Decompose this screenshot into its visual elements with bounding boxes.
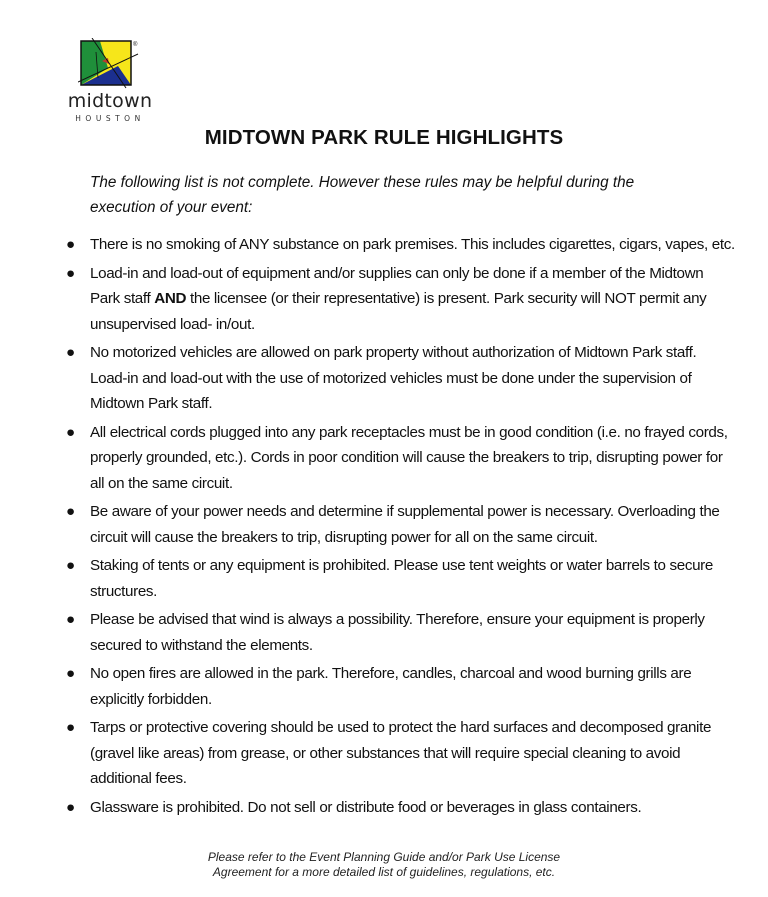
bullet-icon: ● [66,236,75,253]
rule-text: Load-in and load-out of equipment and/or supplies can only be done if a member of the Midtown Park staff [90,264,704,307]
rule-text: There is no smoking of ANY substance on park premises. This includes cigarettes, cigars, vapes, etc. [90,236,735,253]
footer-line-1: Please refer to the Event Planning Guide and/or Park Use License [207,850,561,864]
bullet-icon: ● [66,503,75,520]
rule-item [66,261,736,338]
rule-emphasis: AND [154,290,187,307]
rule-item [66,499,736,550]
logo-subtext: HOUSTON [75,114,145,123]
rule-text: Tarps or protective covering should be used to protect the hard surfaces and decomposed granite (gravel like areas) from grease, or other substances that will require special cleaning to avoid additional fees. [90,719,712,787]
rules-list [66,232,736,823]
logo-mark-icon [78,38,140,90]
rule-text: No open fires are allowed in the park. Therefore, candles, charcoal and wood burning grills are explicitly forbidden. [90,665,692,708]
bullet-icon: ● [66,557,75,574]
rule-item [66,795,736,821]
registered-mark: ® [133,42,138,48]
logo-wordmark: midtown [67,90,153,112]
footer-note [0,850,768,880]
rule-text: Staking of tents or any equipment is prohibited. Please use tent weights or water barrels to secure structures. [90,557,713,600]
rule-text: the licensee (or their representative) is present. Park security will NOT permit any unsupervised load- in/out. [90,290,707,333]
rule-item [66,715,736,792]
intro-paragraph: The following list is not complete. However these rules may be helpful during the execution of your event: [90,174,635,216]
rule-item [66,661,736,712]
bullet-icon: ● [66,344,75,361]
bullet-icon: ● [66,264,75,282]
rule-text: No motorized vehicles are allowed on park property without authorization of Midtown Park staff. Load-in and load-out with the use of motorized vehicles must be done under the supervision of Midtown Park staff. [90,344,697,412]
bullet-icon: ● [66,665,75,682]
bullet-icon: ● [66,719,75,736]
rule-item [66,340,736,417]
rule-item [66,607,736,658]
rule-item [66,553,736,604]
bullet-icon: ● [66,798,75,816]
rule-item [66,420,736,497]
midtown-houston-logo [66,38,166,128]
footer-line-2: Agreement for a more detailed list of guidelines, regulations, etc. [212,865,556,879]
bullet-icon: ● [66,611,75,628]
page-title: MIDTOWN PARK RULE HIGHLIGHTS [204,126,564,149]
rule-text: Please be advised that wind is always a possibility. Therefore, ensure your equipment is properly secured to withstand the elements. [90,611,705,654]
rule-text: All electrical cords plugged into any park receptacles must be in good condition (i.e. no frayed cords, properly grounded, etc.). Cords in poor condition will cause the breakers to trip, disrupting power for all on the same circuit. [90,423,728,492]
rule-text: Glassware is prohibited. Do not sell or distribute food or beverages in glass containers. [90,798,642,816]
bullet-icon: ● [66,423,75,441]
rule-item [66,232,736,258]
rule-text: Be aware of your power needs and determine if supplemental power is necessary. Overloading the circuit will cause the breakers to trip, disrupting power for all on the same circuit. [90,503,720,546]
